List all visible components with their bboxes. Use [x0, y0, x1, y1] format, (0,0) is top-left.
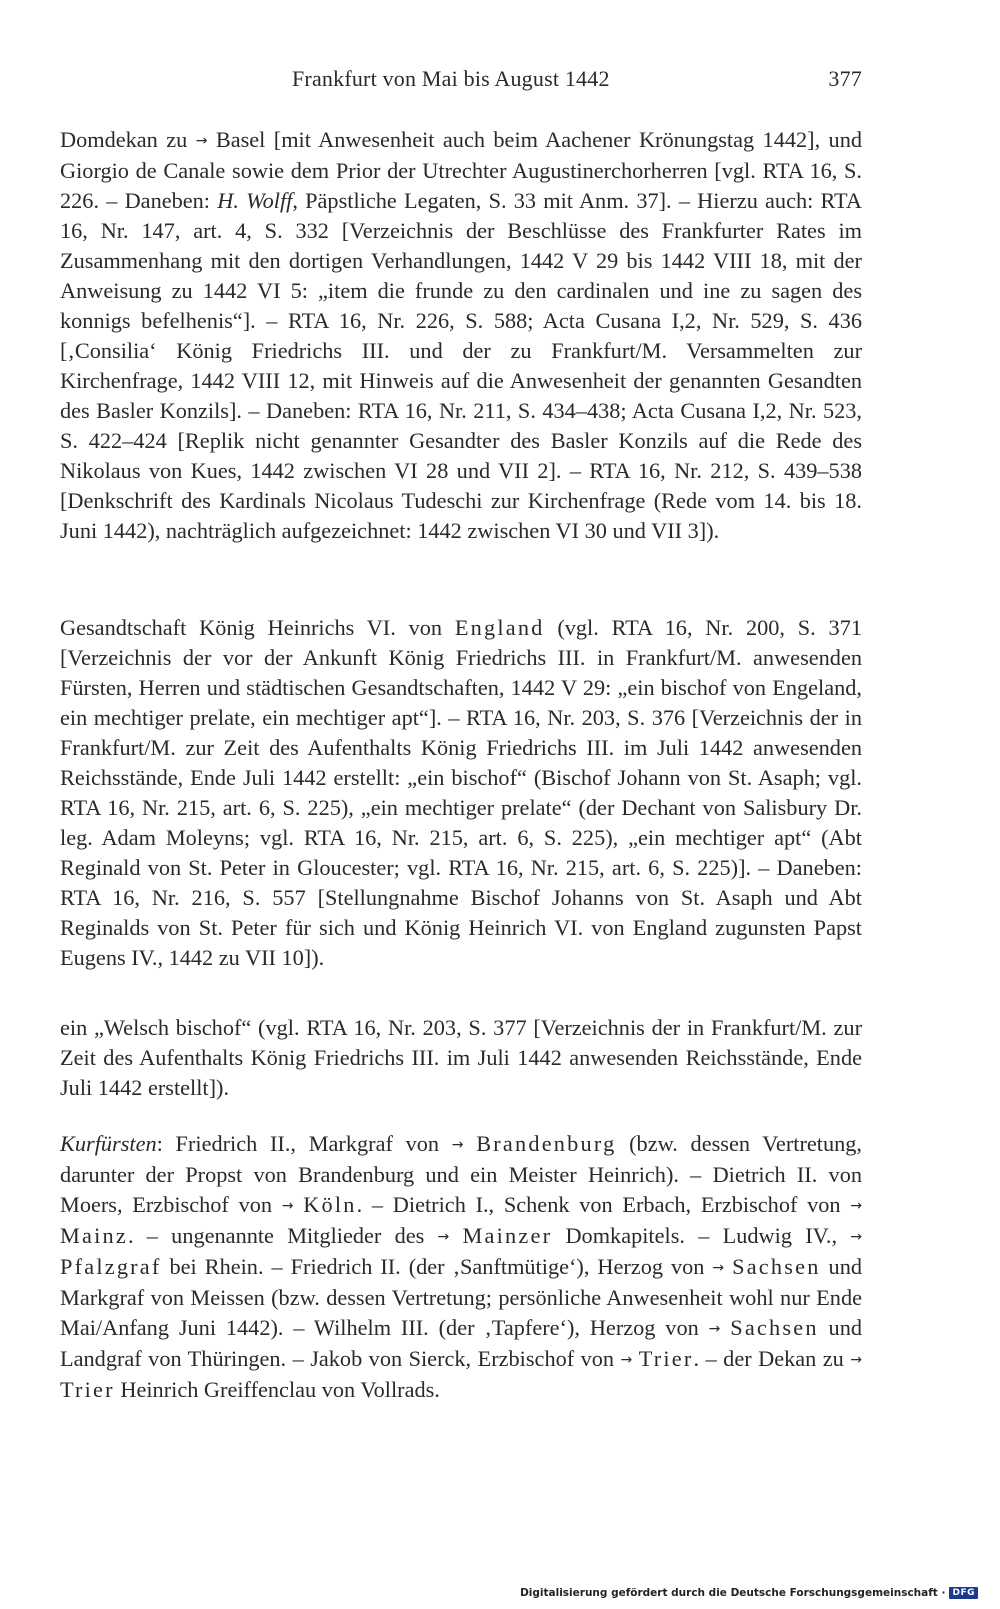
- paragraph-kurfuersten: Kurfürsten: Friedrich II., Markgraf von → Brandenburg (bzw. dessen Vertretung, darunter der Propst von Brandenburg und ein Meister Heinrich). – Dietrich II. von Moers, Erzbischof von → Köln. – Dietrich I., Schenk von Erbach, Erzbischof von → Mainz. – ungenannte Mitglieder des → Mainzer Domkapitels. – Ludwig IV., → Pfalzgraf bei Rhein. – Friedrich II. (der ‚Sanftmütige‘), Herzog von → Sachsen und Markgraf von Meissen (bzw. dessen Vertretung; persönliche Anwesenheit wohl nur Ende Mai/Anfang Juni 1442). – Wilhelm III. (der ‚Tapfere‘), Herzog von → Sachsen und Landgraf von Thüringen. – Jakob von Sierck, Erzbischof von → Trier. – der Dekan zu → Trier Heinrich Greiffenclau von Vollrads.: [60, 1131, 863, 1402]
- place-name: England: [454, 615, 545, 640]
- place-name: Mainz: [60, 1223, 128, 1248]
- arrow-icon: →: [708, 1321, 721, 1337]
- arrow-icon: →: [712, 1260, 725, 1276]
- arrow-icon: →: [281, 1198, 294, 1214]
- running-header: [60, 66, 862, 96]
- place-name: Trier: [60, 1377, 115, 1402]
- arrow-icon: →: [850, 1229, 862, 1245]
- arrow-icon: →: [850, 1198, 863, 1214]
- footer-text: Digitalisierung gefördert durch die Deutsche Forschungsgemeinschaft ·: [520, 1587, 946, 1599]
- place-name: Brandenburg: [476, 1131, 617, 1156]
- dfg-logo: DFG: [949, 1587, 978, 1599]
- digitization-footer: [520, 1585, 978, 1601]
- arrow-icon: →: [850, 1352, 863, 1368]
- place-name: Mainzer: [462, 1223, 553, 1248]
- arrow-icon: →: [437, 1229, 450, 1245]
- running-title: Frankfurt von Mai bis August 1442: [292, 66, 610, 91]
- place-name: Sachsen: [730, 1315, 819, 1340]
- author-name: H. Wolff: [217, 188, 293, 213]
- place-name: Trier: [638, 1346, 694, 1371]
- place-name: Pfalzgraf: [60, 1254, 162, 1279]
- arrow-icon: →: [195, 133, 208, 149]
- paragraph-basel-embassy: Domdekan zu → Basel [mit Anwesenheit auch beim Aachener Krönungstag 1442], und Giorgio de Canale sowie dem Prior der Utrechter Augustinerchorherren [vgl. RTA 16, S. 226. – Daneben: H. Wolff, Päpstliche Legaten, S. 33 mit Anm. 37]. – Hierzu auch: RTA 16, Nr. 147, art. 4, S. 332 [Verzeichnis der Beschlüsse des Frankfurter Rates im Zusammenhang mit den dortigen Verhandlungen, 1442 V 29 bis 1442 VIII 18, mit der Anweisung zu 1442 VI 5: „item die frunde zu den cardinalen und ine zu sagen des konnigs befelhenis“]. – RTA 16, Nr. 226, S. 588; Acta Cusana I,2, Nr. 529, S. 436 [‚Consilia‘ König Friedrichs III. und der zu Frankfurt/M. Versammelten zur Kirchenfrage, 1442 VIII 12, mit Hinweis auf die Anwesenheit der genannten Gesandten des Basler Konzils]. – Daneben: RTA 16, Nr. 211, S. 434–438; Acta Cusana I,2, Nr. 523, S. 422–424 [Replik nicht genannter Gesandter des Basler Konzils auf die Rede des Nikolaus von Kues, 1442 zwischen VI 28 und VII 2]. – RTA 16, Nr. 212, S. 439–538 [Denkschrift des Kardinals Nicolaus Tudeschi zur Kirchenfrage (Rede vom 14. bis 18. Juni 1442), nachträglich aufgezeichnet: 1442 zwischen VI 30 und VII 3]).: [60, 127, 862, 543]
- paragraph-england-embassy: Gesandtschaft König Heinrichs VI. von England (vgl. RTA 16, Nr. 200, S. 371 [Verzeichnis der vor der Ankunft König Friedrichs III. in Frankfurt/M. anwesenden Fürsten, Herren und städtischen Gesandtschaften, 1442 V 29: „ein bischof von Engeland, ein mechtiger prelate, ein mechtiger apt“]. – RTA 16, Nr. 203, S. 376 [Verzeichnis der in Frankfurt/M. zur Zeit des Aufenthalts König Friedrichs III. im Juli 1442 anwesenden Reichsstände, Ende Juli 1442 erstellt: „ein bischof“ (Bischof Johann von St. Asaph; vgl. RTA 16, Nr. 215, art. 6, S. 225), „ein mechtiger prelate“ (der Dechant von Salisbury Dr. leg. Adam Moleyns; vgl. RTA 16, Nr. 215, art. 6, S. 225), „ein mechtiger apt“ (Abt Reginald von St. Peter in Gloucester; vgl. RTA 16, Nr. 215, art. 6, S. 225)]. – Daneben: RTA 16, Nr. 216, S. 557 [Stellungnahme Bischof Johanns von St. Asaph und Abt Reginalds von St. Peter für sich und König Heinrich VI. von England zugunsten Papst Eugens IV., 1442 zu VII 10]).: [60, 615, 862, 970]
- paragraph-welsch-bischof: ein „Welsch bischof“ (vgl. RTA 16, Nr. 203, S. 377 [Verzeichnis der in Frankfurt/M. zur Zeit des Aufenthalts König Friedrichs III. im Juli 1442 anwesenden Reichsstände, Ende Juli 1442 erstellt]).: [60, 1015, 862, 1100]
- arrow-icon: →: [451, 1137, 464, 1153]
- arrow-icon: →: [620, 1352, 633, 1368]
- place-name: Sachsen: [732, 1254, 821, 1279]
- page-number: 377: [828, 66, 862, 91]
- section-label: Kurfürsten: [60, 1131, 157, 1156]
- place-name: Köln: [303, 1192, 357, 1217]
